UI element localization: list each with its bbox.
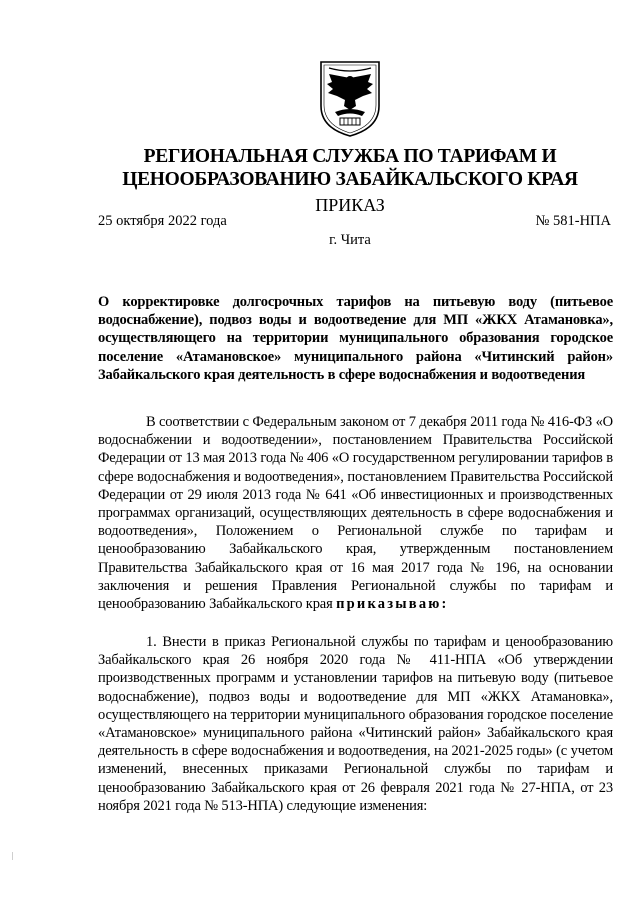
organization-name-line-1: РЕГИОНАЛЬНАЯ СЛУЖБА ПО ТАРИФАМ И [143,146,557,167]
document-subject: О корректировке долгосрочных тарифов на питьевую воду (питьевое водоснабжение), подвоз воды и водоотведение для МП «ЖКХ Атамановка», осуществляющего на территории муниципального образования городское поселение «Атамановское» муниципального района «Читинский район» Забайкальского края деятельность в сфере водоснабжения и водоотведения [98,294,613,383]
coat-of-arms-icon [315,56,385,140]
organization-name [100,145,600,191]
document-city: г. Чита [329,232,371,248]
document-type: ПРИКАЗ [315,195,385,215]
order-keyword: приказываю: [336,596,449,613]
margin-mark [12,852,13,860]
document-number: № 581-НПА [535,213,611,229]
organization-name-line-2: ЦЕНООБРАЗОВАНИЮ ЗАБАЙКАЛЬСКОГО КРАЯ [122,169,578,190]
clause-1-paragraph: 1. Внести в приказ Региональной службы по тарифам и ценообразованию Забайкальского края 26 ноября 2020 года № 411-НПА «Об утверждении производственных программ и установлении тарифов на питьевую воду (питьевое водоснабжение), подвоз воды и водоотведение для МП «ЖКХ Атамановка», осуществляющего на территории муниципального образования городское поселение «Атамановское» муниципального района «Читинский район» Забайкальского края деятельность в сфере водоснабжения и водоотведения, на 2021-2025 годы» (с учетом изменений, внесенных приказами Региональной службы по тарифам и ценообразованию Забайкальского края от 26 февраля 2021 года № 27-НПА, от 23 ноября 2021 года № 513-НПА) следующие изменения: [98,634,613,814]
preamble-text: В соответствии с Федеральным законом от 7 декабря 2011 года № 416-ФЗ «О водоснабжении и водоотведении», постановлением Правительства Российской Федерации от 13 мая 2013 года № 406 «О государственном регулировании тарифов в сфере водоснабжения и водоотведения», постановлением Правительства Российской Федерации от 29 июля 2013 года № 641 «Об инвестиционных и производственных программах организаций, осуществляющих деятельность в сфере водоснабжения и водоотведения», Положением о Региональной службе по тарифам и ценообразованию Забайкальского края, утвержденным постановлением Правительства Забайкальского края от 16 мая 2017 года № 196, на основании заключения и решения Правления Региональной службы по тарифам и ценообразованию Забайкальского края [98,414,613,613]
document-date: 25 октября 2022 года [98,213,227,229]
preamble-paragraph [98,413,613,613]
